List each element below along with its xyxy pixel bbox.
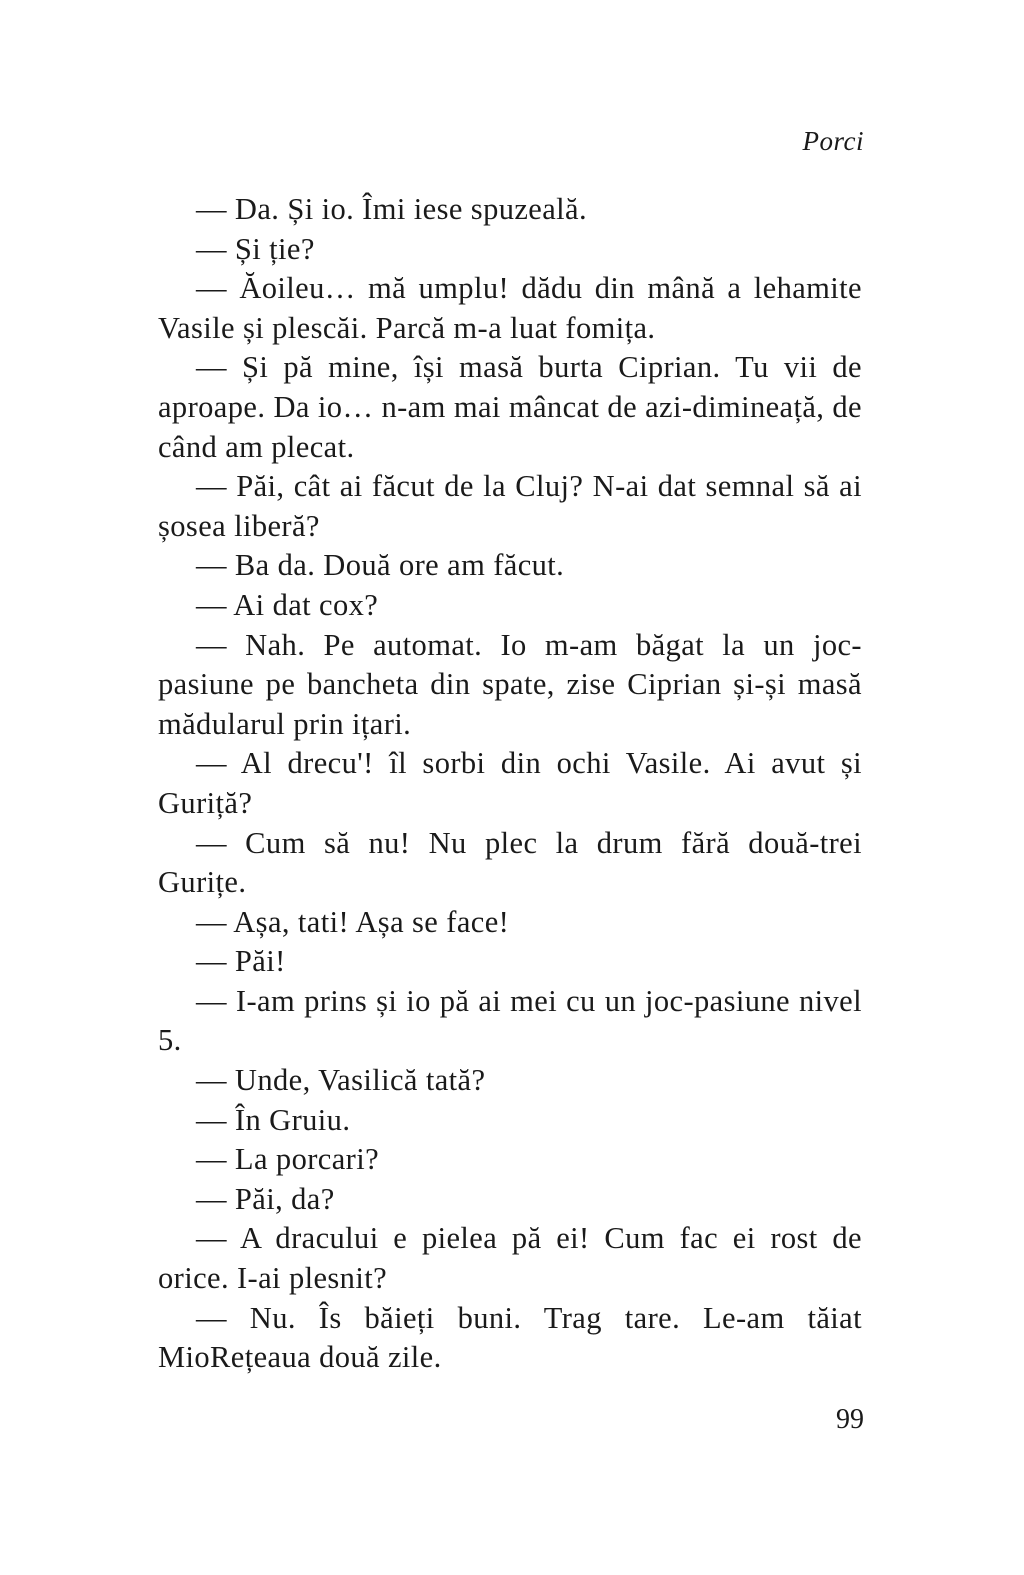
- body-text: [158, 190, 862, 1378]
- paragraph: — Nu. Îs băieți buni. Trag tare. Le-am tăiat MioRețeaua două zile.: [158, 1300, 862, 1375]
- running-head: Porci: [802, 126, 864, 156]
- paragraph: — Da. Și io. Îmi iese spuzeală.: [196, 192, 588, 226]
- page-number: 99: [836, 1404, 864, 1435]
- paragraph: — În Gruiu.: [196, 1102, 351, 1137]
- paragraph: — Păi, cât ai făcut de la Cluj? N-ai dat semnal să ai șosea liberă?: [158, 469, 862, 543]
- paragraph: — Al drecu'! îl sorbi din ochi Vasile. Ai avut și Guriță?: [158, 746, 862, 820]
- paragraph: — Unde, Vasilică tată?: [196, 1063, 486, 1098]
- paragraph: — Și ție?: [196, 231, 315, 266]
- paragraph: — La porcari?: [196, 1142, 380, 1177]
- paragraph: — Păi, da?: [196, 1181, 335, 1216]
- paragraph: — Ba da. Două ore am făcut.: [196, 548, 565, 583]
- paragraph: — Ai dat cox?: [196, 587, 379, 622]
- paragraph: — Nah. Pe automat. Io m-am băgat la un joc-pasiune pe bancheta din spate, zise Ciprian și-și masă mădularul prin ițari.: [158, 627, 862, 741]
- paragraph: — Și pă mine, își masă burta Ciprian. Tu vii de aproape. Da io… n-am mai mâncat de azi-dimineață, de când am plecat.: [158, 350, 862, 464]
- paragraph: — Păi!: [196, 944, 286, 979]
- paragraph: — Cum să nu! Nu plec la drum fără două-trei Gurițe.: [158, 825, 862, 900]
- paragraph: — I-am prins și io pă ai mei cu un joc-pasiune nivel 5.: [158, 983, 862, 1058]
- paragraph: — A dracului e pielea pă ei! Cum fac ei rost de orice. I-ai plesnit?: [158, 1221, 862, 1296]
- paragraph: — Așa, tati! Așa se face!: [196, 904, 510, 939]
- paragraph: — Ăoileu… mă umplu! dădu din mână a lehamite Vasile și plescăi. Parcă m-a luat fomița.: [158, 271, 862, 345]
